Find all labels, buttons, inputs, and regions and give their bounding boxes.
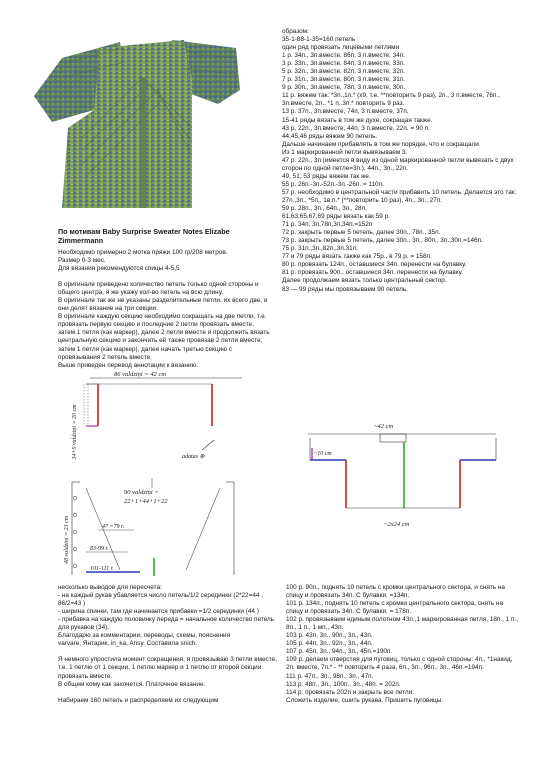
notes-text: [58, 584, 283, 705]
instruction-line: 111 р. 47п., 3п., 98п., 3п., 47п.: [286, 672, 374, 680]
instruction-line: 44,45,46 ряды вяжем 90 петель.: [282, 132, 378, 140]
sweater-photo-image: [22, 18, 244, 214]
instruction-line: 7 р. 31п., 3п.вместе, 80п, 3 п.вместе, 31п.: [282, 76, 406, 84]
instruction-line: 11 р. вяжем так: *3п.,1п.* (х9, т.е. **повторить 9 раз), 2п., 3 п.вместе, 76п., 3п.вместе, 2п., *1 п.,3п.* повторить 9 раз.: [282, 92, 500, 108]
instruction-line: 113 р. 48п., 3п., 100п., 3п., 48п. = 202п.: [286, 680, 401, 688]
instruction-line: 3 р. 33п., 3п.вместе, 84п, 3 п.вместе, 33п.: [282, 60, 406, 68]
instruction-line: 109 р. делаем отверстия для пуговиц, только с одной стороны: 4п., *1накид, 2п. вместе, 7п.* - ** повторить 4 раза, 6п., 3п., 96п., 3п., 46п.=194п.: [286, 656, 513, 672]
instruction-line: 102 р. провязываем единым полотном 43п.,1 маркированная петля, 18п., 1 п., 8п., 1 п., 1 мп., 43п.: [286, 616, 519, 632]
instruction-line: Дальше начинаем прибавлять в том же порядке, что и сокращали.: [282, 140, 481, 148]
diagram1-left-label: 34+9 valdziņi = 20 cm: [72, 404, 78, 460]
note-line: [58, 648, 283, 656]
instruction-line: 15-41 ряды вязать в том же духе, сокращая также.: [282, 116, 433, 124]
instruction-line: 9 р. 30п., 3п.вместе, 78п, 3 п.вместе, 30п.: [282, 84, 406, 92]
note-line: В общем кому как захочется. Платочное вязание.: [58, 680, 206, 688]
note-line: varvare, Янтарик, in_ka, Ansy. Составила snich.: [58, 640, 198, 648]
intro-line: Необходимо примерно 2 мотка пряжи 100 гр/208 метров.: [58, 249, 228, 256]
instruction-line: 75 р. 31п.,3п.,82п.,3п.31п.: [282, 245, 358, 253]
instruction-line: 103 р. 43п, 3п., 90п., 3п., 43п.: [286, 632, 373, 640]
instruction-line: 114 р. провязать 202п и закрыть все петли.: [286, 688, 415, 696]
instruction-line: 81 р. провязать 90п., оставшиеся 34п. перенести на булавку.: [282, 269, 463, 277]
diagram1-center-label-2: 22+1+44+1+22: [124, 498, 168, 505]
diagram2-bottom-label: ~2x24 cm: [384, 521, 410, 528]
diagram2-left-label: ~10 cm: [314, 451, 332, 457]
note-line: - прибавка на каждую половинку переда = начальное количество петель для рукавов (34).: [58, 616, 275, 632]
note-line: [58, 689, 283, 697]
note-line: Набираем 160 петель и распределяем их следующим: [58, 696, 219, 704]
instruction-line: 61,63,65,67,69 ряды вязать как 59 р.: [282, 213, 390, 221]
instruction-line: 13 р. 37п., 3п.вместе, 74п, 3 п.вместе, 37п.: [282, 108, 409, 116]
instructions-part-1: [282, 28, 522, 294]
diagram2-top-label: ~42 cm: [374, 423, 394, 430]
instruction-line: 71 р. 34п, 3п,78п,3п,34п.=152п: [282, 221, 373, 229]
instruction-line: 43 р. 22п., 3п.вместе, 44п, 3 п.вместе, 22п. = 90 п.: [282, 124, 430, 132]
note-line: несколько выводов для пересчета:: [58, 584, 162, 591]
intro-line: Размер 0-3 мес.: [58, 257, 106, 265]
intro-paragraph: В оригинале приведено количество петель только одной стороны и общего центра, я же укажу кол-во петель на всю длину.: [58, 281, 259, 297]
diagram1-arrow-1: 47 =79 r.: [102, 524, 125, 530]
instruction-line: Сложить изделие, сшить рукава. Пришить пуговицы.: [286, 696, 443, 704]
intro-paragraph: Выше приведен перевод аннотации к вязанию.: [58, 361, 199, 369]
instruction-line: 73 р. закрыть первые 5 петель, далее 30п., 3п., 80п., 3п.,30п.=146п.: [282, 237, 483, 245]
instruction-line: Из 1 маркированной петли вывязываем 3.: [282, 148, 408, 156]
instruction-line: 107 р. 45п, 3п., 94п., 3п., 45п.=190п.: [286, 648, 393, 656]
instructions-part-2: [286, 584, 521, 705]
instruction-line: 57 р. необходимо в центральной части прибавить 10 петель. Делается это так: 27п.,3п., *5п., 1в.п.* (**повторить 10 раз), 4п., 3п., 27п.: [282, 188, 517, 204]
diagram1-bottom-left-label: 48 valdziņi = 23 cm: [64, 515, 70, 565]
instruction-line: 55 р. 26п.-3п.-52п.-3п.-26п. = 110п.: [282, 180, 384, 188]
schematic-diagram-2: [300, 408, 500, 538]
note-line: Я немного упростила момент сокращения, я провязываю 3 петли вместе, т.е. 1 петлю от 1 секции, 1 петлю маркер и 1 петлю от второй секции провязать вместе.: [58, 656, 277, 680]
instruction-line: 1 р. 34п., 3п.вместе, 86п, 3 п.вместе, 34п.: [282, 52, 406, 60]
instruction-line: 59 р. 28п., 3п., 64п., 3п., 28п.: [282, 205, 367, 213]
instruction-line: 105 р. 44п, 3п., 92п., 3п., 44п.: [286, 640, 373, 648]
diagram1-marker-label: adatas ⊗: [182, 454, 205, 460]
sweater-photo: [22, 18, 244, 214]
diagram1-center-label-1: 90 valdziņi =: [124, 489, 159, 496]
instruction-line: 83 — 99 ряды мы провязываем 90 петель.: [282, 285, 408, 293]
instruction-line: 5 р. 32п., 3п.вместе, 82п, 3 п.вместе, 32п.: [282, 68, 406, 76]
document-title: По мотивам Baby Surprise Sweater Notes Elizabe Zimmermann: [58, 227, 230, 245]
intro-paragraph: В оригинале так же не указаны разделительные петли, их всего две, и они делят вязание на три секции.: [58, 297, 268, 313]
instruction-line: 80 р. провязать 124п., оставшиеся 34п. перенести на булавку.: [282, 261, 467, 269]
intro-text: [58, 227, 270, 370]
instruction-line: 77 и 79 ряды вязать также как 75р., в 79 р. = 158п.: [282, 253, 432, 261]
instruction-line: один ряд провязать лицевыми петлями: [282, 44, 400, 52]
instruction-line: 101 р. 134п., поднять 10 петель с кромки центрального сектора, снять на спицу и провязать 34п. С булавки. = 178п.: [286, 600, 504, 616]
note-line: - на каждый рукав убавляется число петель/1/2 серединки (2*22=44 , 86/2=43 ): [58, 592, 264, 608]
instruction-line: 35-1-88-1-35=160 петель: [282, 36, 356, 44]
note-line: Благодарю за комментарии, переводы, схемы, пояснения: [58, 632, 231, 640]
diagram1-arrow-2: 83-99 r.: [90, 546, 109, 552]
instruction-line: 49, 51, 53 ряды вяжем так же.: [282, 172, 371, 180]
diagram1-arrow-3: 101-111 r.: [90, 566, 114, 572]
intro-paragraph: В оригинале каждую секцию необходимо сокращать на две петли, т.е. провязать первую секцию и последние 2 петли провязать вместе, затем 1 петля (как маркер), далее 2 петли вместе и продолжить вязать центральную секцию и закончить её также провязав 2 петли вместе, затем 1 петля (как маркер), далее начать третью секцию с провязывания 2 петель вместе.: [58, 313, 270, 361]
instruction-line: 72 р. закрыть первые 5 петель, далее 30п., 78п., 35п.: [282, 229, 441, 237]
instruction-line: образом:: [282, 28, 309, 35]
diagram1-top-label: 86 valdziņi = 42 cm: [114, 371, 167, 378]
instruction-line: 100 р. 90п., поднять 10 петель с кромки центрального сектора, и снять на спицу и провязать 34п. С булавки. =134п.: [286, 584, 505, 600]
note-line: - ширина спинки, там где начинается прибавки =1/2 серединки (44 ): [58, 608, 259, 616]
schematic-diagram-1: [62, 370, 277, 580]
instruction-line: Далее продолжаем вязать только центральный сектор.: [282, 277, 447, 285]
intro-line: Для вязания рекомендуются спицы 4-5,5: [58, 265, 180, 273]
instruction-line: 47 р. 22п., 3п.(имеется в виду из одной маркированной петли вывязать с двух сторон по одной петле=3п.), 44п., 3п., 22п.: [282, 156, 514, 172]
